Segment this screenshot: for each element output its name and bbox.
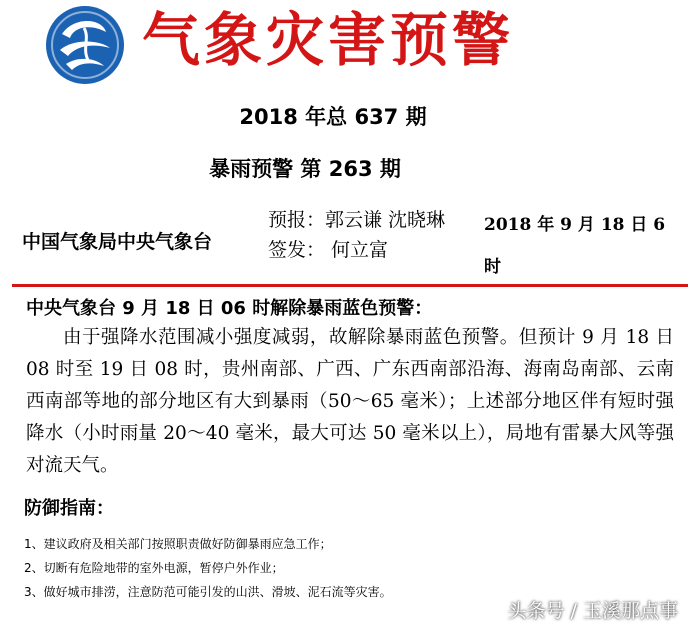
cma-logo-icon [44,4,126,86]
guide-list [24,532,392,604]
guide-item: 1、建议政府及相关部门按照职责做好防御暴雨应急工作； [24,537,332,551]
signer-line: 签发： 何立富 [268,239,389,261]
guide-title: 防御指南： [24,498,114,519]
guide-item: 3、做好城市排涝，注意防范可能引发的山洪、滑坡、泥石流等灾害。 [24,585,392,599]
red-divider [12,284,688,287]
signatures [268,205,445,265]
organization-name: 中国气象局中央气象台 [22,231,213,253]
issue-total-number: 2018 年总 637 期 [239,105,427,129]
warning-headline: 中央气象台 9 月 18 日 06 时解除暴雨蓝色预警： [26,298,433,319]
guide-item: 2、切断有危险地带的室外电源，暂停户外作业； [24,561,284,575]
issue-rain-number: 暴雨预警 第 263 期 [209,157,401,181]
issue-date: 2018 年 9 月 18 日 6 时 [484,215,666,277]
forecaster-line: 预报：郭云谦 沈晓琳 [268,209,446,231]
warning-body: 由于强降水范围减小强度减弱，故解除暴雨蓝色预警。但预计 9 月 18 日 08 时至 19 日 08 时，贵州南部、广西、广东西南部沿海、海南岛南部、云南西南部等地的部分地区有大到暴雨（50～65 毫米）；上述部分地区伴有短时强降水（小时雨量 20～40 毫米，最大可达 50 毫米以上），局地有雷暴大风等强对流天气。 [26,327,674,476]
page-title: 气象灾害预警 [142,6,515,74]
watermark-text: 头条号 / 玉溪那点事 [507,600,678,622]
